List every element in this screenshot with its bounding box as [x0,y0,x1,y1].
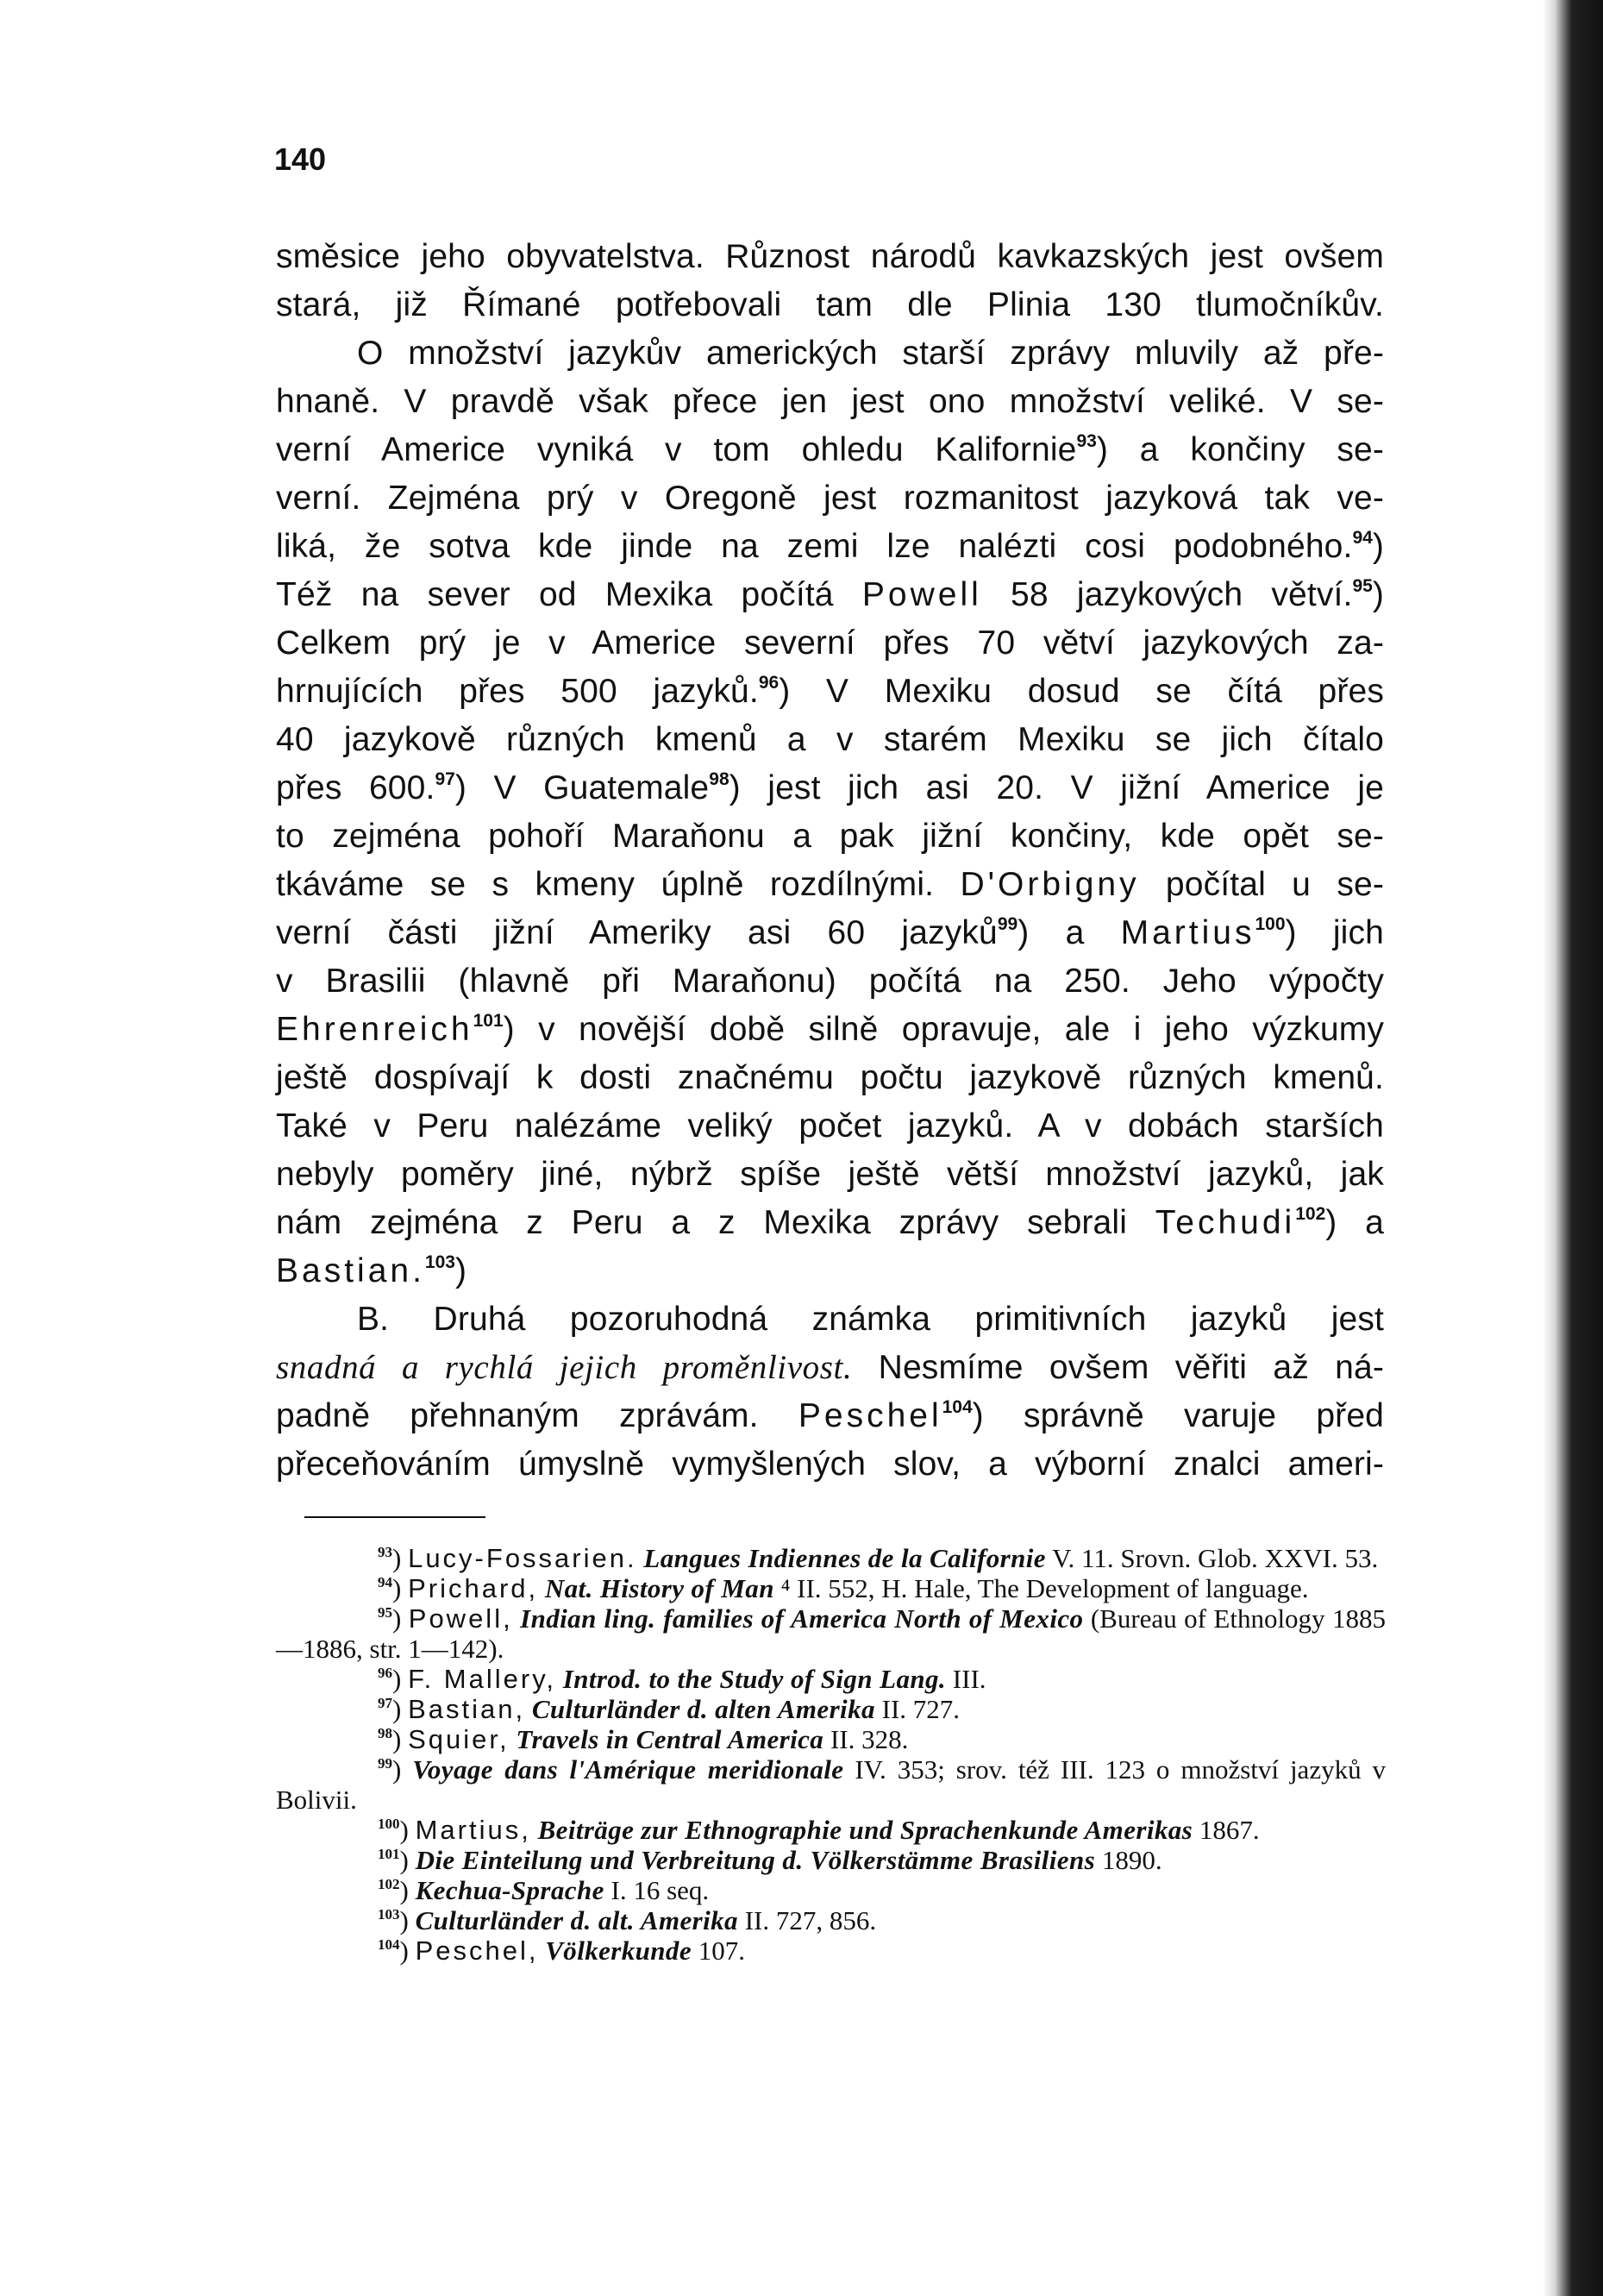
footnote-title: Indian ling. families of America North of Mexico [520,1603,1084,1634]
footnote-title: Travels in Central America [516,1724,824,1754]
footnote-rest: 1890. [1095,1845,1162,1875]
author-name: Ehrenreich [276,1011,473,1048]
footnote: $^{100}$) Martius, Beiträge zur Ethnographie und Sprachenkunde Amerikas 1867. [378,1815,1260,1845]
text-segment: O množství jazykův amerických starší zprávy mluvily až pře- [357,335,1384,372]
text-line [276,1054,1384,1102]
footnote-number: 101 [378,1846,400,1862]
footnote-title: Culturländer d. alt. Amerika [415,1905,738,1935]
text-line [276,1392,1384,1440]
footnote-number: 102 [378,1876,400,1892]
text-line [276,1199,1384,1247]
footnote-number: 99 [378,1755,392,1772]
footnote-number: 103 [378,1906,400,1923]
text-line [276,523,1384,571]
footnote: $^{99}$) Voyage dans l'Amérique meridionale IV. 353; srov. též III. 123 o množství jazyků v Bolivii. [276,1754,1386,1815]
text-segment: ) V Mexiku dosud se čítá přes [779,673,1384,710]
footnote-ref: 94 [1352,528,1373,548]
footnote-author: Bastian, [408,1694,526,1724]
text-segment: verní. Zejména prý v Oregoně jest rozmanitost jazyková tak ve- [276,480,1384,517]
text-segment: ) jich [1285,914,1384,951]
text-line [276,764,1384,812]
text-line [276,957,1384,1006]
text-line [276,1247,1384,1295]
footnote: $^{93}$) Lucy-Fossarien. Langues Indiennes de la Californie V. 11. Srovn. Glob. XXVI. 53. [378,1543,1379,1573]
footnote-rest: V. 11. Srovn. Glob. XXVI. 53. [1045,1543,1379,1573]
footnote-ref: 100 [1255,914,1286,934]
footnote-number: 94 [378,1574,392,1590]
text-segment: 58 jazykových větví. [1011,576,1353,613]
text-line [276,474,1384,523]
footnote-ref: 96 [758,673,780,693]
text-line [276,861,1384,909]
text-segment: B. Druhá pozoruhodná známka primitivních jazyků jest [357,1301,1384,1338]
text-segment: tkáváme se s kmeny úplně rozdílnými. [276,866,935,903]
footnote-rest: (Bureau of Ethnology 1885—1886, str. 1—142). [276,1603,1387,1664]
footnote-ref: 102 [1295,1204,1326,1224]
author-name: Peschel [798,1397,942,1434]
footnote-title: Introd. to the Study of Sign Lang. [562,1664,947,1694]
scan-page-edge [1543,0,1603,2296]
text-segment: v Brasilii (hlavně při Maraňonu) počítá na 250. Jeho výpočty [276,963,1384,1000]
text-segment: verní části jižní Ameriky asi 60 jazyků [276,914,998,951]
text-line [276,329,1384,378]
text-segment: verní Americe vyniká v tom ohledu Kalifornie [276,431,1077,468]
footnote-title: Voyage dans l'Amérique meridionale [412,1754,844,1785]
footnote-number: 95 [378,1604,392,1621]
text-line [276,1440,1384,1489]
footnote-title: Culturländer d. alten Amerika [531,1694,875,1724]
footnote-title: Nat. History of Man [544,1573,774,1603]
footnote-ref: 99 [997,914,1018,934]
text-segment: ) [454,1252,467,1289]
footnote-rest: IV. 353; srov. též III. 123 o množství jazyků v Bolivii. [276,1754,1386,1815]
footnote-number: 98 [378,1725,392,1741]
text-segment: přeceňováním úmyslně vymyšlených slov, a výborní znalci ameri- [276,1446,1384,1483]
footnote-author: Powell, [408,1603,513,1634]
text-segment: ) a [1325,1204,1384,1241]
footnote-ref: 95 [1352,576,1373,596]
footnote-rest: 1867. [1193,1815,1260,1845]
text-segment: liká, že sotva kde jinde na zemi lze nalézti cosi podobného. [276,528,1353,565]
footnote-ref: 97 [435,769,455,789]
text-segment: počítal u se- [1165,866,1384,903]
footnote: $^{96}$) F. Mallery, Introd. to the Study of Sign Lang. III. [378,1664,986,1694]
text-segment: Nesmíme ovšem věřiti až ná- [878,1349,1384,1386]
text-line [276,1344,1384,1392]
text-segment: ) [1372,576,1384,613]
footnote-ref: 104 [942,1397,973,1417]
footnote-number: 97 [378,1695,392,1711]
footnote-number: 93 [378,1544,392,1560]
page-number: 140 [274,141,327,177]
footnote-number: 100 [378,1816,400,1832]
text-segment: 40 jazykově různých kmenů a v starém Mexiku se jich čítalo [276,721,1384,758]
footnote-author: Martius, [415,1815,531,1845]
text-segment: stará, již Římané potřebovali tam dle Plinia 130 tlumočníkův. [276,286,1384,323]
footnote-rest: II. 328. [823,1724,909,1754]
footnote-title: Völkerkunde [545,1935,692,1966]
footnote: $^{103}$) Culturländer d. alt. Amerika II. 727, 856. [378,1905,877,1935]
footnote-title: Beiträge zur Ethnographie und Sprachenkunde Amerikas [537,1815,1193,1845]
author-name: D'Orbigny [960,866,1140,903]
text-segment: ) a končiny se- [1096,431,1384,468]
footnote: $^{101}$) Die Einteilung und Verbreitung d. Völkerstämme Brasiliens 1890. [378,1845,1162,1875]
text-segment: padně přehnaným zprávám. [276,1397,759,1434]
text-segment: ještě dospívají k dosti značnému počtu jazykově různých kmenů. [276,1059,1384,1096]
author-name: Powell [861,576,982,613]
text-line [276,426,1384,474]
footnote-ref: 93 [1076,431,1097,451]
text-segment: Celkem prý je v Americe severní přes 70 větví jazykových za- [276,624,1384,662]
footnote-rest: III. [946,1664,986,1694]
footnote: $^{95}$) Powell, Indian ling. families of America North of Mexico (Bureau of Ethnology 1885—1886, str. 1—142). [276,1603,1387,1664]
footnote: $^{97}$) Bastian, Culturländer d. alten Amerika II. 727. [378,1694,961,1724]
footnote-author: Peschel, [415,1935,539,1966]
footnote-author: Squier, [408,1724,510,1754]
text-segment: ) [1372,528,1384,565]
text-segment: ) jest jich asi 20. V jižní Americe je [729,769,1384,806]
footnotes [276,1543,1386,1966]
footnote-rest: II. 727, 856. [737,1905,877,1935]
author-name: Techudi [1155,1204,1296,1241]
text-line [276,909,1384,957]
text-segment: směsice jeho obyvatelstva. Různost národů kavkazských jest ovšem [276,238,1384,275]
footnote-ref: 101 [473,1011,504,1031]
footnote-rule [304,1516,485,1518]
text-segment: Také v Peru nalézáme veliký počet jazyků. A v dobách starších [276,1107,1384,1145]
text-segment: nebyly poměry jiné, nýbrž spíše ještě větší množství jazyků, jak [276,1156,1384,1193]
author-name: Martius [1120,914,1255,951]
text-segment: to zejména pohoří Maraňonu a pak jižní končiny, kde opět se- [276,818,1384,855]
footnote: $^{104}$) Peschel, Völkerkunde 107. [378,1935,745,1966]
text-line [276,619,1384,668]
text-segment: hrnujících přes 500 jazyků. [276,673,759,710]
footnote-rest: ⁴ II. 552, H. Hale, The Development of language. [773,1573,1309,1603]
footnote-number: 96 [378,1665,392,1681]
footnote-rest: I. 16 seq. [604,1875,710,1905]
text-segment: nám zejména z Peru a z Mexika zprávy sebrali [276,1204,1128,1241]
footnote-author: Prichard, [408,1573,539,1603]
footnote: $^{102}$) Kechua-Sprache I. 16 seq. [378,1875,710,1905]
footnote-rest: 107. [692,1935,745,1966]
emphasis-text: snadná a rychlá jejich proměnlivost. [276,1349,853,1386]
text-line [276,233,1384,281]
text-line [276,1295,1384,1344]
text-line [276,812,1384,861]
main-text [276,233,1384,1489]
footnote-rest: II. 727. [874,1694,961,1724]
text-line [276,1151,1384,1199]
footnote-author: Lucy-Fossarien. [408,1543,637,1573]
text-line [276,668,1384,716]
text-line [276,281,1384,329]
text-segment: ) v novější době silně opravuje, ale i jeho výzkumy [503,1011,1384,1048]
footnote-number: 104 [378,1936,400,1953]
text-line [276,716,1384,764]
text-segment: ) a [1018,914,1085,951]
footnote-title: Kechua-Sprache [415,1875,604,1905]
footnote-author: F. Mallery, [408,1664,557,1694]
text-segment: Též na sever od Mexika počítá [276,576,834,613]
text-segment: ) V Guatemale [454,769,710,806]
footnote-title: Die Einteilung und Verbreitung d. Völkerstämme Brasiliens [415,1845,1096,1875]
footnote: $^{98}$) Squier, Travels in Central America II. 328. [378,1724,909,1754]
text-line [276,1102,1384,1151]
footnote-title: Langues Indiennes de la Californie [643,1543,1046,1573]
text-segment: přes 600. [276,769,435,806]
text-segment: ) správně varuje před [972,1397,1384,1434]
author-name: Bastian. [276,1252,425,1289]
footnote: $^{94}$) Prichard, Nat. History of Man ⁴ II. 552, H. Hale, The Development of language. [378,1573,1309,1603]
footnote-ref: 98 [709,769,729,789]
text-line [276,1006,1384,1054]
text-line [276,571,1384,619]
text-segment: hnaně. V pravdě však přece jen jest ono množství veliké. V se- [276,383,1384,420]
footnote-ref: 103 [424,1252,455,1272]
text-line [276,378,1384,426]
